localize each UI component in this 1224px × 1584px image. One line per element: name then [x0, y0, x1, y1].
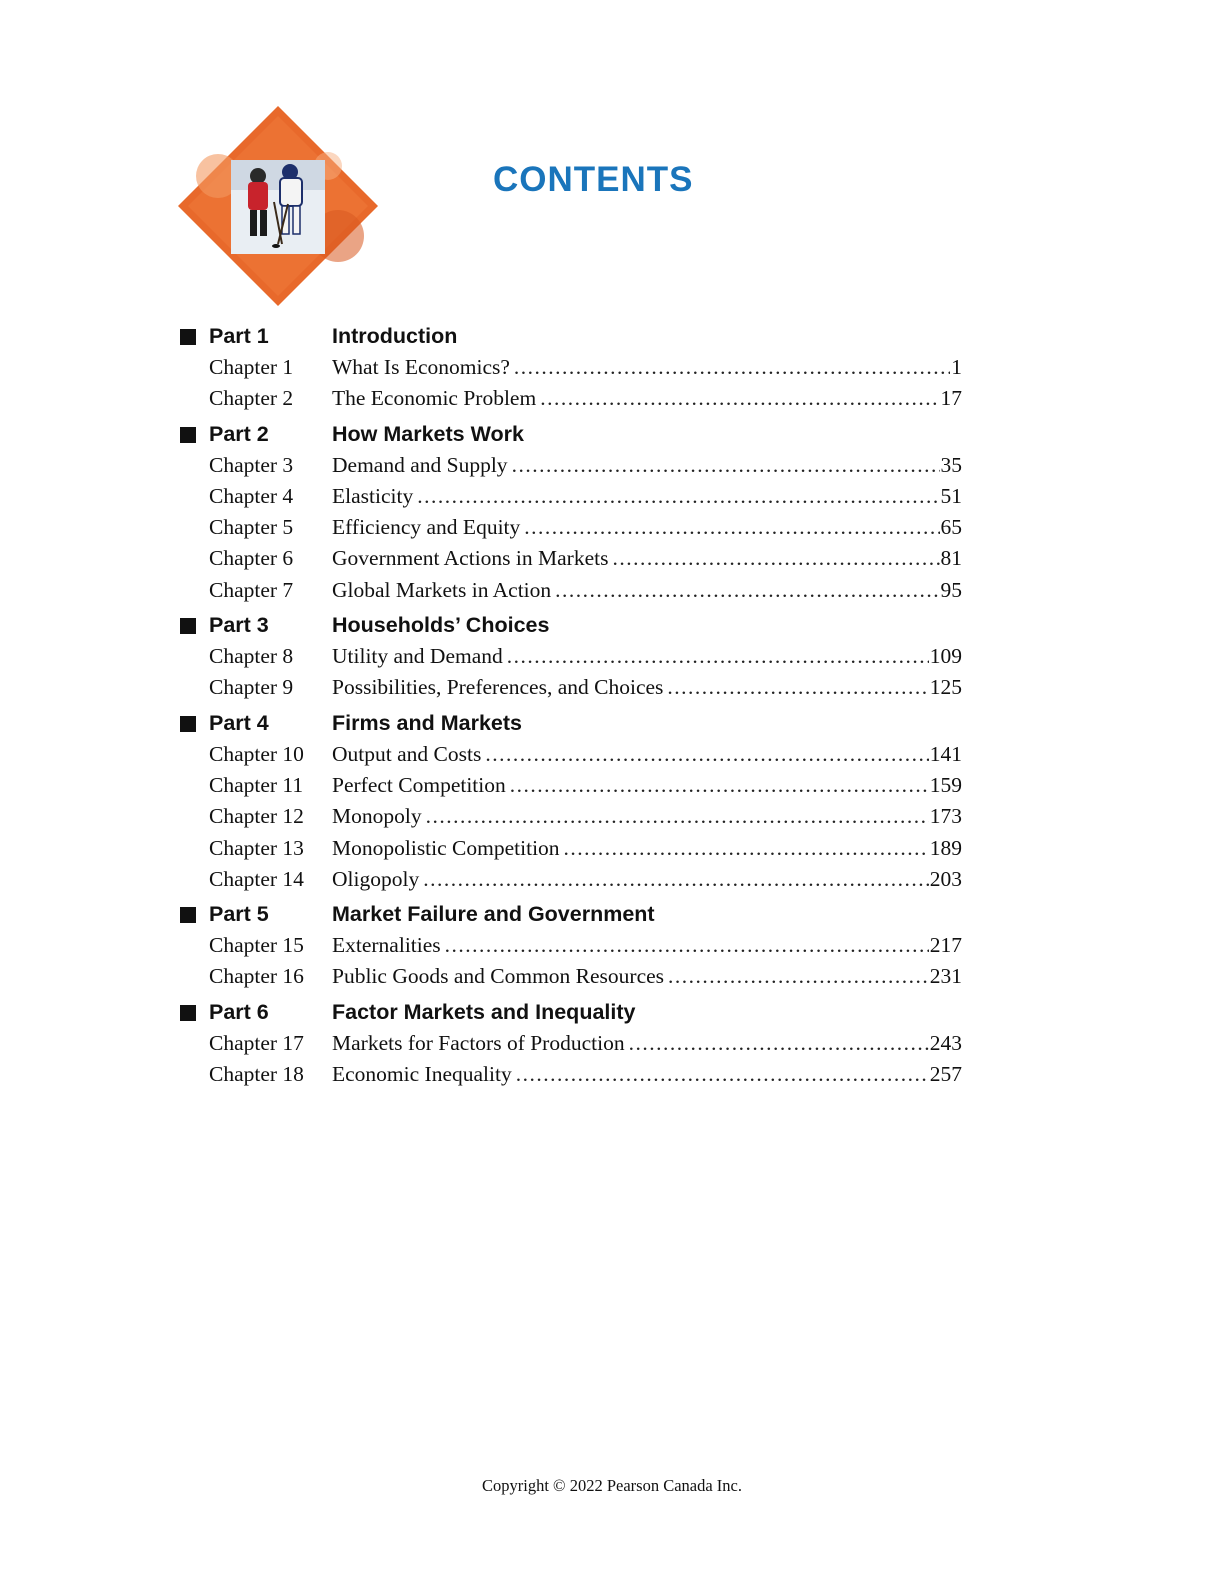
copyright-footer: Copyright © 2022 Pearson Canada Inc.	[482, 1476, 742, 1495]
chapter-title[interactable]: Markets for Factors of Production	[332, 1030, 625, 1055]
part-label: Part 5	[209, 902, 269, 927]
chapter-page-number: 65	[940, 515, 962, 540]
hockey-photo-icon	[178, 106, 378, 306]
chapter-page-number: 81	[940, 546, 962, 571]
chapter-page-number: 17	[940, 386, 962, 411]
part-heading	[180, 996, 965, 1028]
chapter-label: Chapter 6	[209, 546, 294, 571]
chapter-page-number: 95	[940, 577, 962, 602]
chapter-entry-line	[332, 543, 962, 574]
square-bullet-icon	[180, 618, 196, 634]
chapter-entry-line	[332, 930, 962, 961]
chapter-label: Chapter 18	[209, 1062, 304, 1087]
square-bullet-icon	[180, 1005, 196, 1021]
square-bullet-icon	[180, 427, 196, 443]
toc-chapter-entry[interactable]	[180, 352, 965, 383]
part-heading	[180, 707, 965, 739]
part-heading	[180, 898, 965, 930]
chapter-label: Chapter 1	[209, 355, 294, 379]
toc-chapter-entry[interactable]	[180, 575, 965, 606]
chapter-label: Chapter 9	[209, 675, 294, 700]
chapter-entry-line	[332, 641, 962, 672]
dot-leader	[524, 512, 939, 543]
chapter-entry-line	[332, 833, 962, 864]
chapter-entry-line	[332, 961, 962, 992]
dot-leader	[612, 543, 939, 574]
chapter-page-number: 231	[929, 964, 962, 989]
chapter-label: Chapter 16	[209, 964, 304, 989]
chapter-label: Chapter 3	[209, 452, 294, 477]
chapter-title[interactable]: Public Goods and Common Resources	[332, 964, 665, 989]
chapter-title[interactable]: Utility and Demand	[332, 644, 503, 669]
toc-chapter-entry[interactable]	[180, 672, 965, 703]
toc-chapter-entry[interactable]	[180, 739, 965, 770]
dot-leader	[426, 801, 929, 832]
chapter-label: Chapter 15	[209, 933, 304, 958]
chapter-title[interactable]: Demand and Supply	[332, 452, 508, 477]
toc-chapter-entry[interactable]	[180, 1059, 965, 1090]
chapter-label: Chapter 7	[209, 577, 294, 602]
dot-leader	[423, 864, 929, 895]
chapter-entry-line	[332, 1059, 962, 1090]
chapter-page-number: 1	[951, 355, 962, 379]
chapter-title[interactable]: Externalities	[332, 933, 441, 958]
toc-chapter-entry[interactable]	[180, 833, 965, 864]
dot-leader	[445, 930, 929, 961]
toc-chapter-entry[interactable]	[180, 1028, 965, 1059]
dot-leader	[564, 833, 929, 864]
page-title: CONTENTS	[493, 160, 694, 199]
chapter-page-number: 141	[929, 741, 962, 766]
part-title: Market Failure and Government	[332, 902, 655, 927]
chapter-label: Chapter 12	[209, 804, 304, 829]
chapter-page-number: 125	[929, 675, 962, 700]
chapter-label: Chapter 8	[209, 644, 294, 669]
chapter-entry-line	[332, 672, 962, 703]
chapter-entry-line	[332, 770, 962, 801]
chapter-title[interactable]: What Is Economics?	[332, 355, 510, 379]
dot-leader	[510, 770, 929, 801]
chapter-label: Chapter 17	[209, 1030, 304, 1055]
chapter-label: Chapter 11	[209, 772, 304, 797]
part-heading	[180, 418, 965, 450]
chapter-title[interactable]: Possibilities, Preferences, and Choices	[332, 675, 664, 700]
chapter-title[interactable]: Economic Inequality	[332, 1062, 512, 1087]
chapter-title[interactable]: Oligopoly	[332, 866, 420, 891]
dot-leader	[667, 672, 928, 703]
chapter-title[interactable]: Perfect Competition	[332, 772, 506, 797]
chapter-title[interactable]: The Economic Problem	[332, 386, 537, 411]
square-bullet-icon	[180, 907, 196, 923]
chapter-page-number: 203	[929, 866, 962, 891]
chapter-label: Chapter 4	[209, 483, 294, 508]
toc-chapter-entry[interactable]	[180, 801, 965, 832]
chapter-entry-line	[332, 864, 962, 895]
chapter-entry-line	[332, 383, 962, 414]
dot-leader	[512, 450, 940, 481]
dot-leader	[668, 961, 929, 992]
square-bullet-icon	[180, 329, 196, 345]
chapter-page-number: 189	[929, 835, 962, 860]
chapter-title[interactable]: Elasticity	[332, 483, 414, 508]
part-heading	[180, 320, 965, 352]
chapter-title[interactable]: Monopoly	[332, 804, 422, 829]
dot-leader	[514, 352, 950, 383]
dot-leader	[540, 383, 939, 414]
dot-leader	[417, 481, 939, 512]
part-label: Part 6	[209, 999, 269, 1024]
chapter-page-number: 159	[929, 772, 962, 797]
chapter-label: Chapter 14	[209, 866, 304, 891]
toc-chapter-entry[interactable]	[180, 512, 965, 543]
table-of-contents	[180, 320, 965, 1090]
toc-chapter-entry[interactable]	[180, 770, 965, 801]
square-bullet-icon	[180, 716, 196, 732]
chapter-title[interactable]: Output and Costs	[332, 741, 482, 766]
part-title: Firms and Markets	[332, 710, 522, 735]
chapter-label: Chapter 5	[209, 515, 294, 540]
chapter-page-number: 35	[940, 452, 962, 477]
dot-leader	[555, 575, 939, 606]
chapter-page-number: 243	[929, 1030, 962, 1055]
chapter-page-number: 173	[929, 804, 962, 829]
toc-chapter-entry[interactable]	[180, 930, 965, 961]
chapter-entry-line	[332, 450, 962, 481]
chapter-title[interactable]: Global Markets in Action	[332, 577, 552, 602]
chapter-page-number: 217	[929, 933, 962, 958]
dot-leader	[507, 641, 929, 672]
part-label: Part 4	[209, 710, 269, 735]
part-title: How Markets Work	[332, 421, 524, 446]
toc-chapter-entry[interactable]	[180, 641, 965, 672]
toc-chapter-entry[interactable]	[180, 543, 965, 574]
chapter-title[interactable]: Monopolistic Competition	[332, 835, 560, 860]
chapter-entry-line	[332, 481, 962, 512]
toc-chapter-entry[interactable]	[180, 450, 965, 481]
dot-leader	[485, 739, 928, 770]
chapter-entry-line	[332, 512, 962, 543]
chapter-page-number: 51	[940, 483, 962, 508]
toc-chapter-entry[interactable]	[180, 864, 965, 895]
chapter-page-number: 109	[929, 644, 962, 669]
toc-chapter-entry[interactable]	[180, 383, 965, 414]
chapter-label: Chapter 2	[209, 386, 294, 411]
dot-leader	[516, 1059, 929, 1090]
part-label: Part 2	[209, 421, 269, 446]
part-label: Part 3	[209, 613, 269, 638]
chapter-label: Chapter 13	[209, 835, 304, 860]
chapter-entry-line	[332, 801, 962, 832]
chapter-title[interactable]: Government Actions in Markets	[332, 546, 609, 571]
cover-emblem	[178, 106, 378, 306]
chapter-page-number: 257	[929, 1062, 962, 1087]
chapter-title[interactable]: Efficiency and Equity	[332, 515, 521, 540]
toc-chapter-entry[interactable]	[180, 481, 965, 512]
part-title: Introduction	[332, 324, 458, 348]
chapter-entry-line	[332, 1028, 962, 1059]
chapter-entry-line	[332, 352, 962, 383]
dot-leader	[629, 1028, 929, 1059]
part-title: Households’ Choices	[332, 613, 550, 638]
chapter-entry-line	[332, 739, 962, 770]
part-label: Part 1	[209, 324, 269, 348]
toc-chapter-entry[interactable]	[180, 961, 965, 992]
chapter-entry-line	[332, 575, 962, 606]
chapter-label: Chapter 10	[209, 741, 304, 766]
part-heading	[180, 609, 965, 641]
part-title: Factor Markets and Inequality	[332, 999, 636, 1024]
